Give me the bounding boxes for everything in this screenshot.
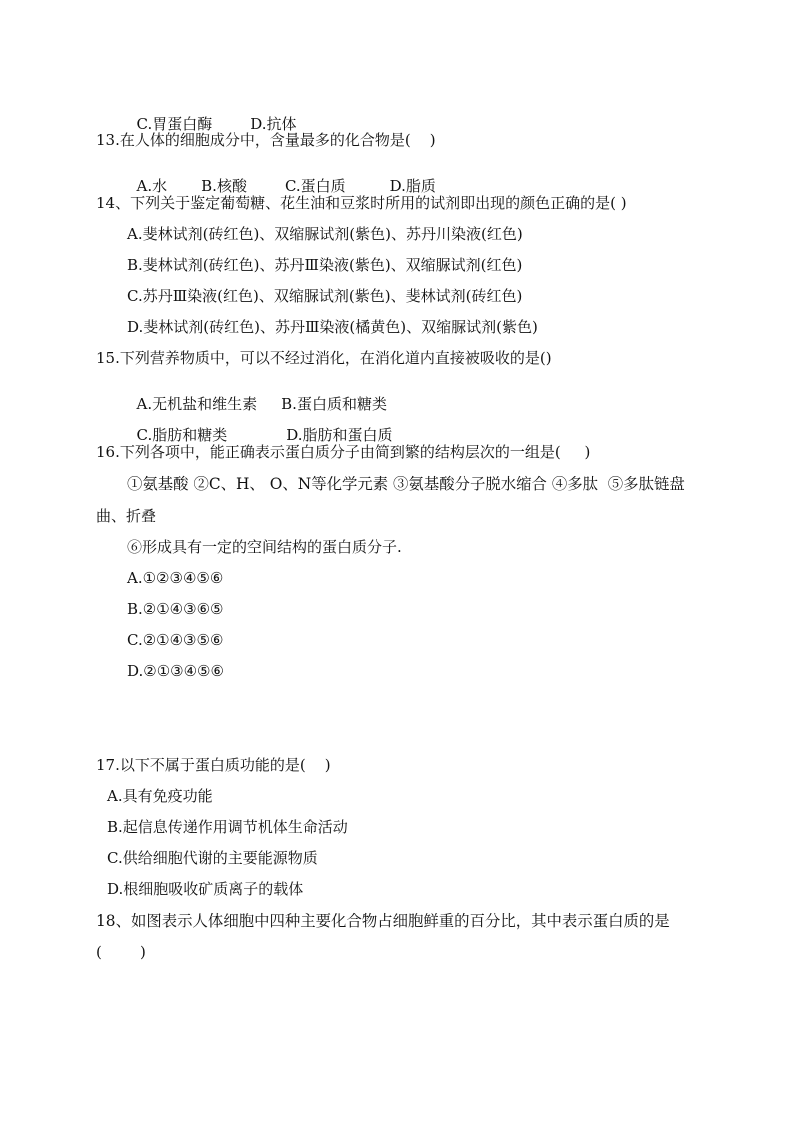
q13-option-a: A.水 [136, 177, 168, 195]
q14-stem: 14、下列关于鉴定葡萄糖、花生油和豆浆时所用的试剂即出现的颜色正确的是( ) [96, 194, 627, 212]
q17-option-a: A.具有免疫功能 [107, 787, 213, 805]
q18-stem: 18、如图表示人体细胞中四种主要化合物占细胞鲜重的百分比，其中表示蛋白质的是 [96, 912, 670, 930]
q15-options-row1 [127, 382, 387, 412]
q15-option-a: A.无机盐和维生素 [136, 395, 258, 413]
q16-option-a: A.①②③④⑤⑥ [127, 569, 224, 587]
q13-option-c: C.蛋白质 [284, 177, 346, 195]
q16-items-line3: ⑥形成具有一定的空间结构的蛋白质分子. [127, 538, 402, 556]
q13-stem: 13.在人体的细胞成分中，含量最多的化合物是( ) [96, 131, 436, 149]
q16-option-b: B.②①④③⑥⑤ [127, 600, 224, 618]
q17-stem: 17.以下不属于蛋白质功能的是( ) [96, 756, 331, 774]
q14-option-a: A.斐林试剂(砖红色)、双缩脲试剂(紫色)、苏丹川染液(红色) [127, 225, 523, 243]
q15-stem: 15.下列营养物质中，可以不经过消化，在消化道内直接被吸收的是() [96, 349, 552, 367]
q16-option-d: D.②①③④⑤⑥ [127, 662, 224, 680]
q13-option-d: D.脂质 [389, 177, 436, 195]
q15-options-row2 [127, 413, 393, 443]
q12-option-d: D.抗体 [250, 115, 297, 133]
q12-options [127, 102, 297, 132]
q16-items-line2: 曲、折叠 [96, 507, 157, 525]
q14-option-c: C.苏丹Ⅲ染液(红色)、双缩脲试剂(紫色)、斐林试剂(砖红色) [127, 287, 523, 305]
q16-option-c: C.②①④③⑤⑥ [127, 631, 224, 649]
q12-option-c: C.胃蛋白酶 [136, 115, 213, 133]
q15-option-c: C.脂肪和糖类 [136, 426, 228, 444]
q18-stem-cont: ( ) [96, 943, 146, 961]
q15-option-d: D.脂肪和蛋白质 [286, 426, 393, 444]
q14-option-d: D.斐林试剂(砖红色)、苏丹Ⅲ染液(橘黄色)、双缩脲试剂(紫色) [127, 318, 538, 336]
q13-options [127, 164, 436, 194]
q16-stem: 16.下列各项中，能正确表示蛋白质分子由简到繁的结构层次的一组是( ) [96, 443, 591, 461]
q14-option-b: B.斐林试剂(砖红色)、苏丹Ⅲ染液(紫色)、双缩脲试剂(红色) [127, 256, 523, 274]
q17-option-c: C.供给细胞代谢的主要能源物质 [107, 849, 318, 867]
q17-option-b: B.起信息传递作用调节机体生命活动 [107, 818, 348, 836]
q17-option-d: D.根细胞吸收矿质离子的载体 [107, 880, 304, 898]
q16-items-line1: ①氨基酸 ②C、H、 O、N等化学元素 ③氨基酸分子脱水缩合 ④多肽 ⑤多肽链盘 [127, 475, 685, 493]
q15-option-b: B.蛋白质和糖类 [281, 395, 387, 413]
q13-option-b: B.核酸 [201, 177, 247, 195]
